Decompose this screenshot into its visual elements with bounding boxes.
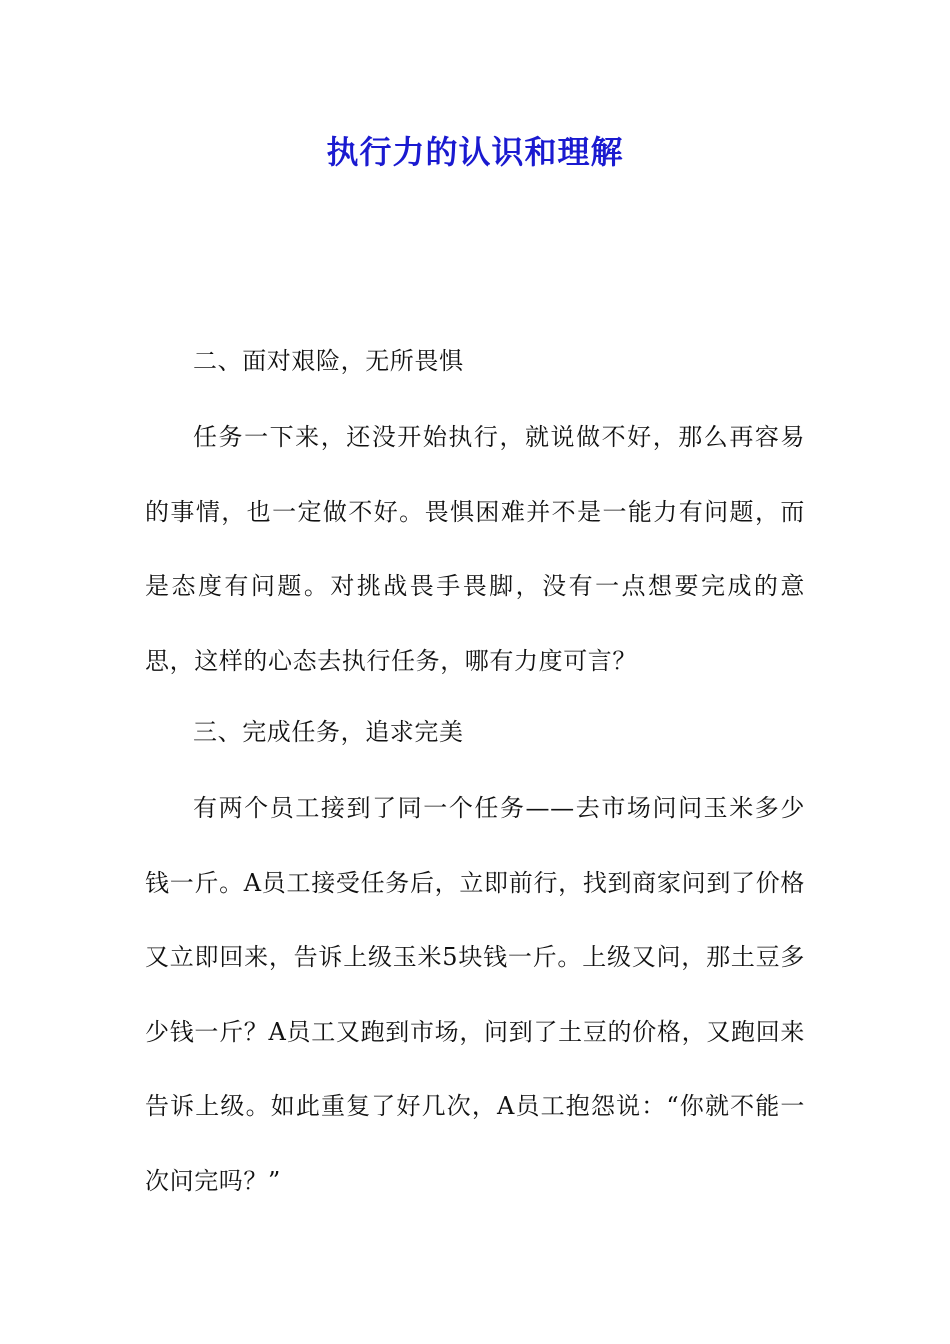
section-heading-2: 二、面对艰险，无所畏惧: [193, 347, 464, 375]
section-2-body: [145, 400, 805, 698]
section-heading-3: 三、完成任务，追求完美: [193, 718, 464, 746]
paragraph-section-2: 任务一下来，还没开始执行，就说做不好，那么再容易的事情，也一定做不好。畏惧困难并不是一能力有问题，而是态度有问题。对挑战畏手畏脚，没有一点想要完成的意思，这样的心态去执行任务，哪有力度可言？: [145, 423, 805, 675]
section-3-body: [145, 771, 805, 1218]
paragraph-section-3: 有两个员工接到了同一个任务——去市场问问玉米多少钱一斤。A员工接受任务后，立即前行，找到商家问到了价格又立即回来，告诉上级玉米5块钱一斤。上级又问，那土豆多少钱一斤？A员工又跑到市场，问到了土豆的价格，又跑回来告诉上级。如此重复了好几次，A员工抱怨说：“你就不能一次问完吗？”: [145, 794, 805, 1195]
document-title: 执行力的认识和理解: [326, 133, 624, 171]
